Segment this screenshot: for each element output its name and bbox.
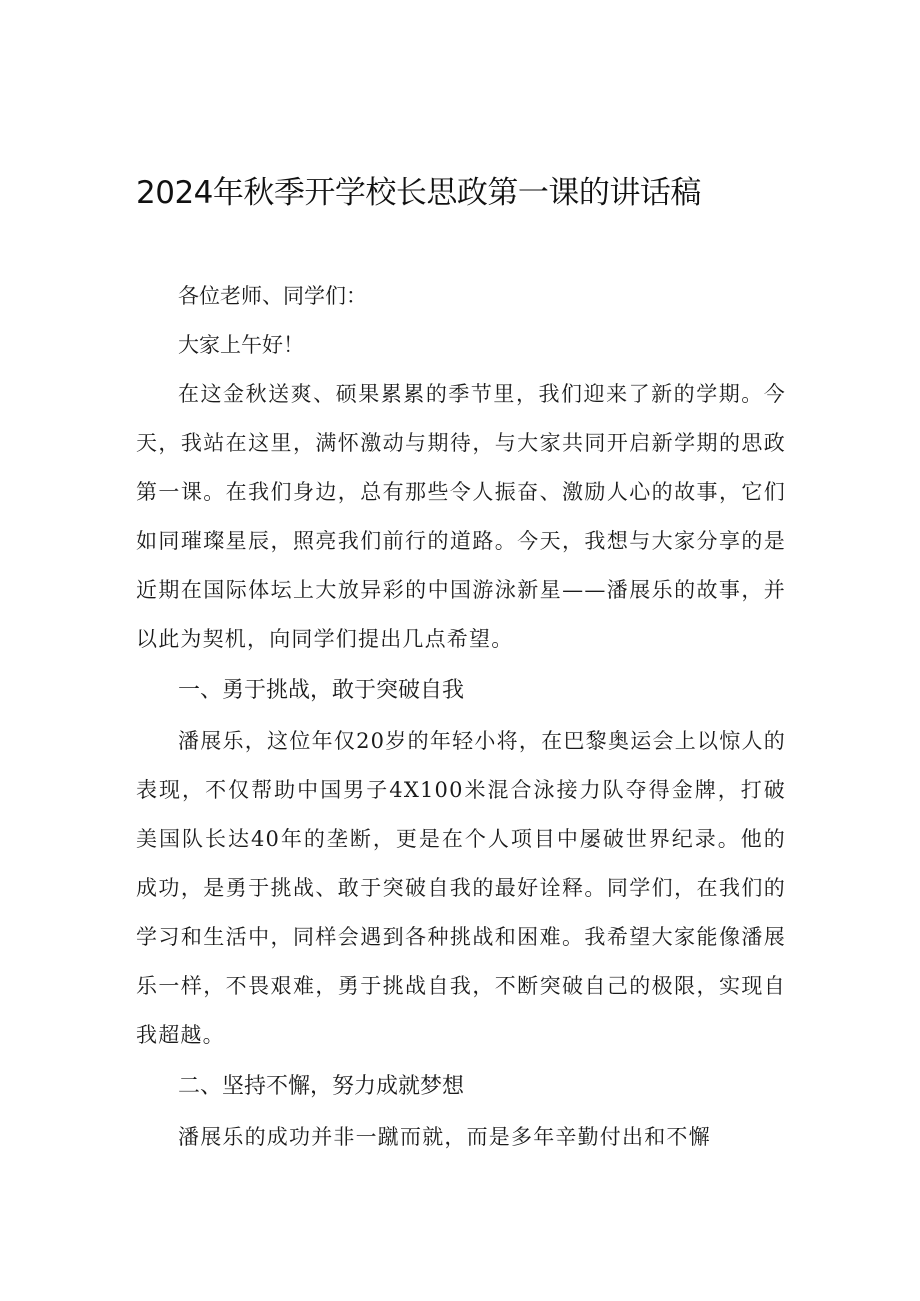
document-body: [136, 272, 786, 1162]
section-heading-2: 二、坚持不懈，努力成就梦想: [178, 1074, 465, 1099]
document-title: 2024年秋季开学校长思政第一课的讲话稿: [136, 175, 701, 211]
section-heading-1: 一、勇于挑战，敢于突破自我: [178, 678, 465, 703]
intro-paragraph: 在这金秋送爽、硕果累累的季节里，我们迎来了新的学期。今天，我站在这里，满怀激动与期待，与大家共同开启新学期的思政第一课。在我们身边，总有那些令人振奋、激励人心的故事，它们如同璀璨星辰，照亮我们前行的道路。今天，我想与大家分享的是近期在国际体坛上大放异彩的中国游泳新星——潘展乐的故事，并以此为契机，向同学们提出几点希望。: [136, 382, 786, 651]
section-1-paragraph: 潘展乐，这位年仅20岁的年轻小将，在巴黎奥运会上以惊人的表现，不仅帮助中国男子4X100米混合泳接力队夺得金牌，打破美国队长达40年的垄断，更是在个人项目中屡破世界纪录。他的成功，是勇于挑战、敢于突破自我的最好诠释。同学们，在我们的学习和生活中，同样会遇到各种挑战和困难。我希望大家能像潘展乐一样，不畏艰难，勇于挑战自我，不断突破自己的极限，实现自我超越。: [136, 729, 786, 1047]
greeting: 大家上午好！: [178, 333, 304, 357]
section-2-paragraph: 潘展乐的成功并非一蹴而就，而是多年辛勤付出和不懈: [178, 1125, 711, 1149]
salutation: 各位老师、同学们：: [178, 284, 367, 308]
